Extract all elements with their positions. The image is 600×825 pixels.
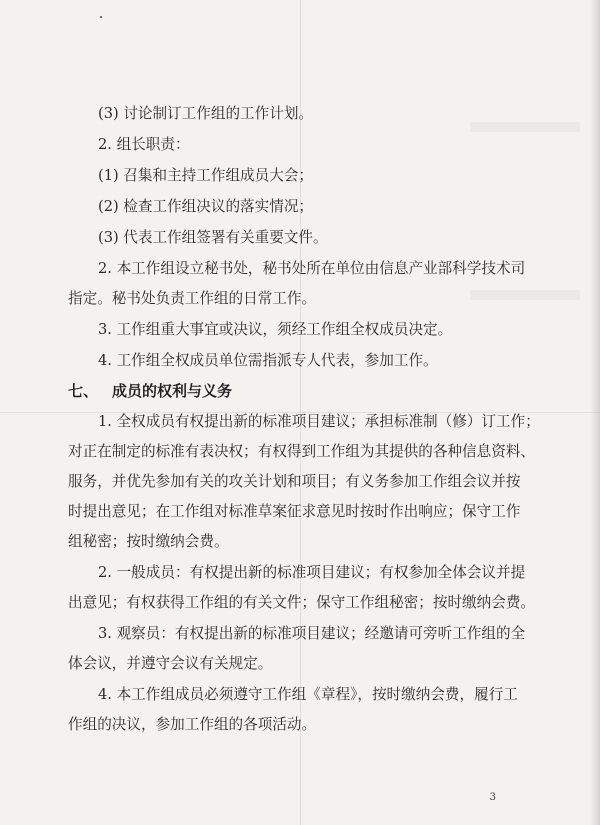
section-number: 七、 — [68, 382, 99, 400]
body-line: 2. 组长职责： — [98, 136, 190, 153]
section-heading — [68, 381, 528, 401]
body-line: (3) 代表工作组签署有关重要文件。 — [98, 229, 328, 246]
body-line: 时提出意见；在工作组对标准草案征求意见时按时作出响应；保守工作 — [68, 503, 521, 520]
page-number: 3 — [489, 792, 496, 803]
body-line: (3) 讨论制订工作组的工作计划。 — [98, 105, 314, 122]
section-title: 成员的权利与义务 — [112, 382, 233, 400]
body-line: 体会议，并遵守会议有关规定。 — [68, 655, 273, 672]
scan-speck — [100, 16, 102, 18]
page-edge-shadow — [590, 0, 600, 825]
body-line: 3. 观察员：有权提出新的标准项目建议；经邀请可旁听工作组的全 — [98, 625, 526, 642]
body-line: 作组的决议，参加工作组的各项活动。 — [68, 716, 317, 733]
body-line: 1. 全权成员有权提出新的标准项目建议；承担标准制（修）订工作； — [98, 413, 540, 430]
body-line: 组秘密；按时缴纳会费。 — [68, 533, 229, 550]
body-line: 4. 工作组全权成员单位需指派专人代表，参加工作。 — [98, 352, 438, 369]
document-body — [68, 104, 540, 735]
body-line: 出意见；有权获得工作组的有关文件；保守工作组秘密；按时缴纳会费。 — [68, 594, 536, 611]
body-line: 3. 工作组重大事宜或决议，须经工作组全权成员决定。 — [98, 321, 453, 338]
body-line: 对正在制定的标准有表决权；有权得到工作组为其提供的各种信息资料、 — [68, 443, 536, 460]
body-line: 服务，并优先参加有关的攻关计划和项目；有义务参加工作组会议并按 — [68, 473, 521, 490]
body-line: 2. 本工作组设立秘书处，秘书处所在单位由信息产业部科学技术司 — [98, 260, 526, 277]
body-line: 2. 一般成员：有权提出新的标准项目建议；有权参加全体会议并提 — [98, 564, 526, 581]
body-line: 4. 本工作组成员必须遵守工作组《章程》，按时缴纳会费，履行工 — [98, 686, 518, 703]
body-line: 指定。秘书处负责工作组的日常工作。 — [68, 290, 317, 307]
body-line: (2) 检查工作组决议的落实情况； — [98, 198, 314, 215]
body-line: (1) 召集和主持工作组成员大会； — [98, 167, 314, 184]
